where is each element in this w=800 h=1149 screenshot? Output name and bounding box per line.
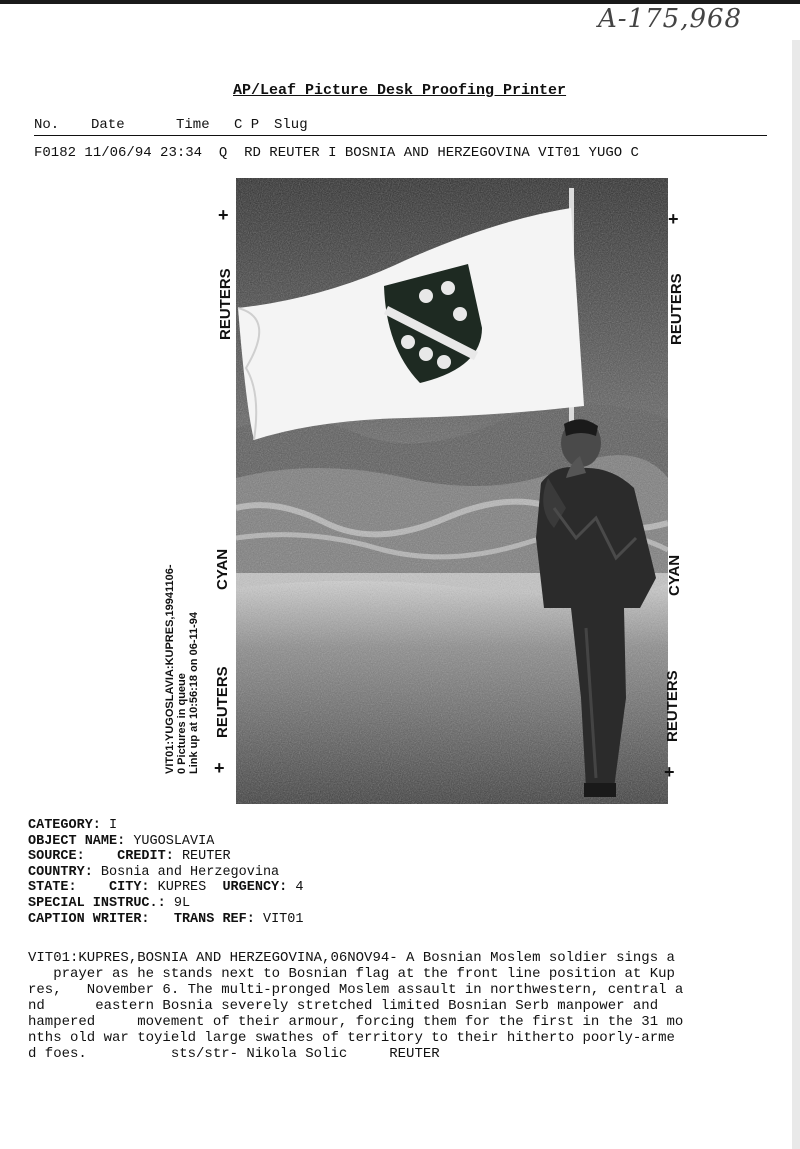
reuters-mark: REUTERS [217,268,234,340]
caption-line: d foes. sts/str- Nikola Solic REUTER [28,1046,440,1062]
city-value: KUPRES [157,880,207,896]
col-time: Time [176,117,210,133]
special-instructions-label: SPECIAL INSTRUC.: [28,895,166,911]
queue-info [164,565,200,774]
slug-row [34,145,639,161]
photo-caption [28,950,768,1062]
row-date: 11/06/94 [84,145,152,161]
cyan-mark: CYAN [214,548,231,590]
country-label: COUNTRY: [28,864,93,880]
row-slug: RD REUTER I BOSNIA AND HERZEGOVINA VIT01 YUGO C [244,145,639,161]
cyan-mark: CYAN [666,554,683,596]
registration-mark: + [218,205,229,225]
queue-line: VIT01:YUGOSLAVIA:KUPRES,19941106- [164,564,176,774]
source-label: SOURCE: [28,849,85,865]
caption-line: VIT01:KUPRES,BOSNIA AND HERZEGOVINA,06NOV94- A Bosnian Moslem soldier sings a [28,950,675,966]
caption-line: res, November 6. The multi-pronged Moslem assault in northwestern, central a [28,982,684,998]
reuters-mark: REUTERS [664,670,681,742]
news-photo [236,178,668,804]
column-headers [34,117,767,136]
urgency-value: 4 [295,880,304,896]
category-value: I [109,818,118,833]
registration-mark: + [214,758,225,778]
object-name-value: YUGOSLAVIA [133,833,215,849]
handwritten-archive-number: A-175,968 [598,4,743,34]
row-no: F0182 [34,145,77,161]
col-no: No. [34,117,60,133]
queue-line: 0 Pictures in queue [176,673,188,774]
reuters-mark: REUTERS [668,273,685,345]
col-date: Date [91,117,125,133]
object-name-label: OBJECT NAME: [28,833,126,849]
row-time: 23:34 [160,145,203,161]
trans-ref-label: TRANS REF: [173,911,255,927]
photo-illustration [236,178,668,804]
caption-line: hampered movement of their armour, forcing them for the first in the 31 mo [28,1014,684,1030]
credit-label: CREDIT: [117,849,174,865]
caption-line: nd eastern Bosnia severely stretched limited Bosnian Serb manpower and [28,998,659,1014]
state-label: STATE: [28,880,77,896]
scan-right-edge [792,40,800,1149]
category-label: CATEGORY: [28,818,101,833]
page-title: AP/Leaf Picture Desk Proofing Printer [233,82,567,99]
caption-line: nths old war toyield large swathes of territory to their hitherto poorly-arme [28,1030,675,1046]
caption-writer-label: CAPTION WRITER: [28,911,150,927]
col-slug: Slug [274,117,308,133]
metadata-block [28,818,303,927]
registration-mark: + [664,762,675,782]
city-label: CITY: [109,880,150,896]
credit-value: REUTER [181,849,231,865]
special-instructions-value: 9L [173,895,191,911]
caption-line: prayer as he stands next to Bosnian flag at the front line position at Kup [28,966,675,982]
row-cp: Q [218,145,228,161]
queue-line: Link up at 10:56:18 on 06-11-94 [188,611,200,774]
urgency-label: URGENCY: [222,880,288,896]
registration-mark: + [668,209,679,229]
trans-ref-value: VIT01 [262,911,304,927]
country-value: Bosnia and Herzegovina [100,864,280,880]
reuters-mark: REUTERS [214,666,231,738]
col-cp: C P [234,117,260,133]
